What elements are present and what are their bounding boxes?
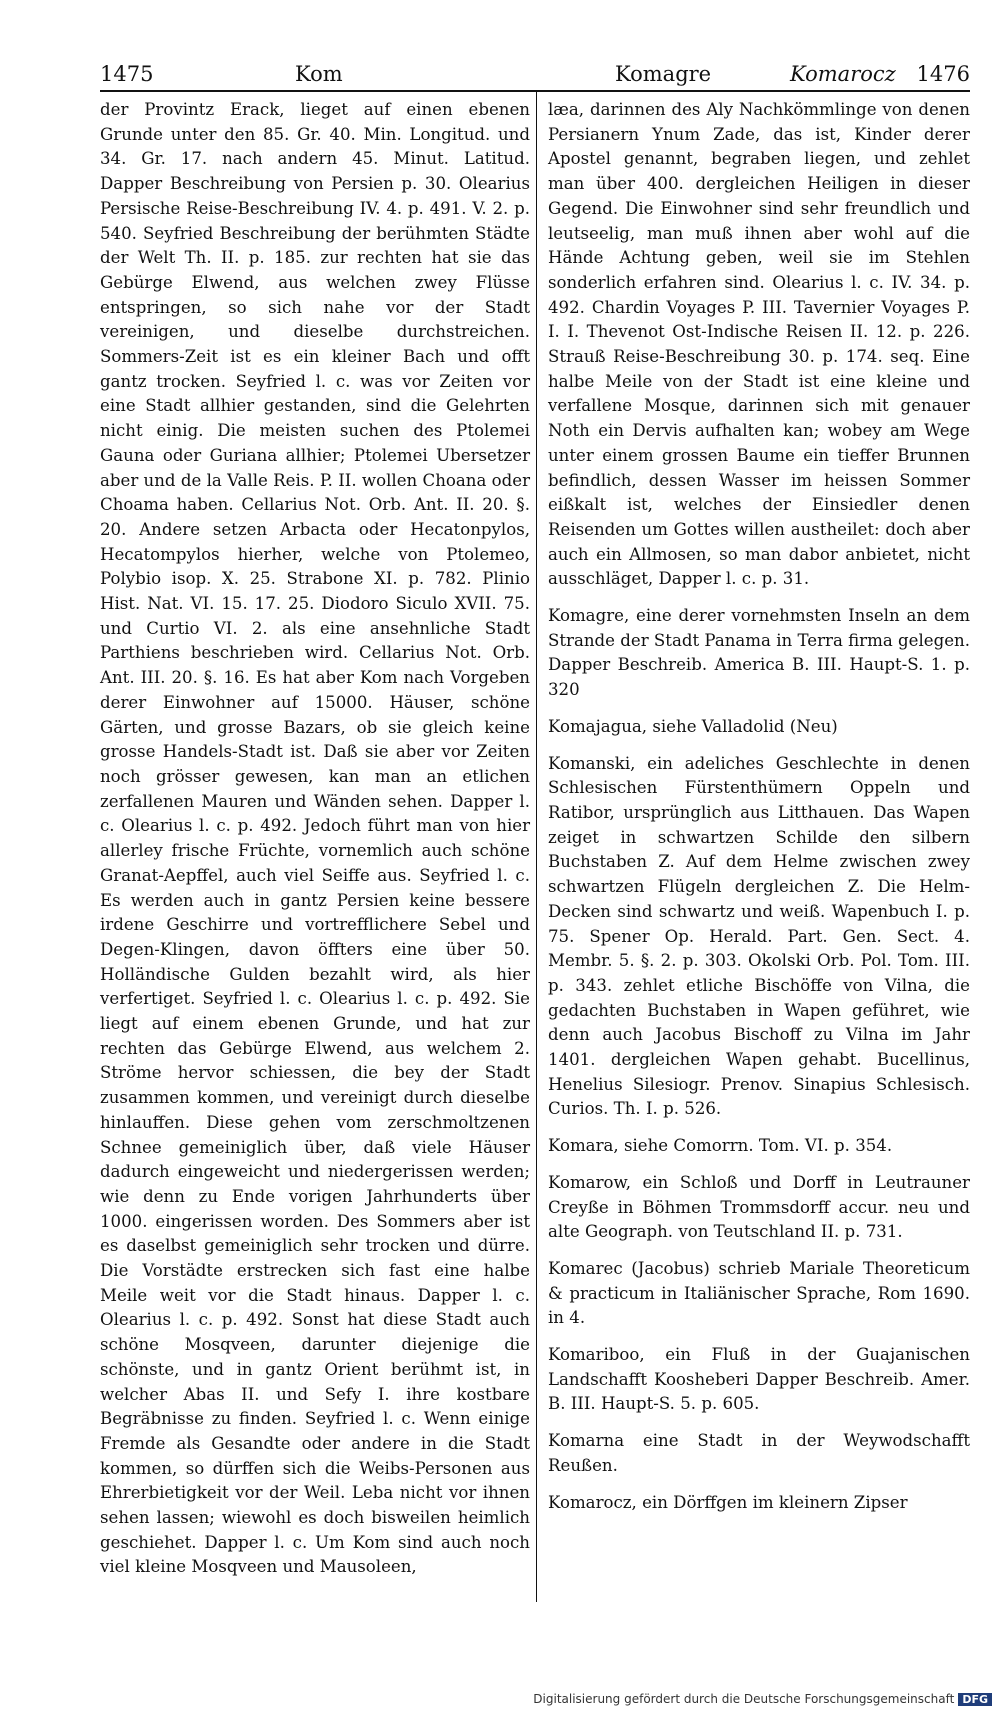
left-column	[100, 98, 530, 1580]
entry-komarna: Komarna eine Stadt in der Weywodschafft Reußen.	[548, 1431, 970, 1475]
running-title-right-2: Komarocz	[790, 62, 896, 86]
entry-continuation-koma: læa, darinnen des Aly Nachkömmlinge von denen Persianern Ynum Zade, das ist, Kinder derer Apostel genannt, begraben liegen, und zehlet man über 400. dergleichen Heiligen in dieser Gegend. Die Einwohner sind sehr freundlich und leutseelig, man muß ihnen aber wohl auf die Hände Achtung geben, weil sie im Stehlen sonderlich erfahren sind. Olearius l. c. IV. 34. p. 492. Chardin Voyages P. III. Tavernier Voyages P. I. I. Thevenot Ost-Indische Reisen II. 12. p. 226. Strauß Reise-Beschreibung 30. p. 174. seq. Eine halbe Meile von der Stadt ist eine kleine und verfallene Mosque, darinnen sich mit genauer Noth ein Dervis aufhalten kan; wobey am Wege unter einem grossen Baume ein tieffer Brunnen befindlich, dessen Wasser im heissen Sommer eißkalt ist, welches der Einsiedler denen Reisenden um Gottes willen austheilet: doch aber auch ein Allmosen, so man dabor anbietet, nicht ausschläget, Dapper l. c. p. 31.	[548, 100, 970, 589]
entry-komajagua: Komajagua, siehe Valladolid (Neu)	[548, 716, 838, 736]
page-header	[100, 50, 970, 92]
entry-komarow: Komarow, ein Schloß und Dorff in Leutrauner Creyße in Böhmen Trommsdorff accur. neu und alte Geograph. von Teutschland II. p. 731.	[548, 1172, 970, 1242]
dfg-logo: DFG	[958, 1693, 992, 1706]
running-title-right-1: Komagre	[615, 62, 712, 86]
column-divider	[536, 92, 537, 1602]
page-number-left: 1475	[100, 62, 154, 86]
entry-komanski: Komanski, ein adeliches Geschlechte in denen Schlesischen Fürstenthümern Oppeln und Ratibor, ursprünglich aus Litthauen. Das Wapen zeiget in schwartzen Schilde den silbern Buchstaben Z. Auf dem Helme zwischen zwey schwartzen Flügeln dergleichen Z. Die Helm-Decken sind schwartz und weiß. Wapenbuch I. p. 75. Spener Op. Herald. Part. Gen. Sect. 4. Membr. 5. §. 2. p. 303. Okolski Orb. Pol. Tom. III. p. 343. zehlet etliche Bischöffe von Vilna, die gedachten Buchstaben in Wapen geführet, wie denn auch Jacobus Bischoff zu Vilna im Jahr 1401. dergleichen Wapen gehabt. Bucellinus, Henelius Silesiogr. Prenov. Sinapius Schlesisch. Curios. Th. I. p. 526.	[548, 753, 970, 1119]
entry-komariboo: Komariboo, ein Fluß in der Guajanischen Landschafft Koosheberi Dapper Beschreib. Amer. B. III. Haupt-S. 5. p. 605.	[548, 1345, 970, 1414]
right-column	[548, 98, 970, 1515]
digitization-credit	[533, 1692, 992, 1706]
credit-text: Digitalisierung gefördert durch die Deutsche Forschungsgemeinschaft	[533, 1692, 955, 1706]
left-column-text: der Provintz Erack, lieget auf einen ebenen Grunde unter den 85. Gr. 40. Min. Longitud. und 34. Gr. 17. nach andern 45. Minut. Latitud. Dapper Beschreibung von Persien p. 30. Olearius Persische Reise-Beschreibung IV. 4. p. 491. V. 2. p. 540. Seyfried Beschreibung der berühmten Städte der Welt Th. II. p. 185. zur rechten hat sie das Gebürge Elwend, aus welchen zwey Flüsse entspringen, so sich nahe vor der Stadt vereinigen, und dieselbe durchstreichen. Sommers-Zeit ist es ein kleiner Bach und offt gantz trocken. Seyfried l. c. was vor Zeiten vor eine Stadt allhier gestanden, sind die Gelehrten nicht einig. Die meisten suchen des Ptolemei Gauna oder Guriana allhier; Ptolemei Ubersetzer aber und de la Valle Reis. P. II. wollen Choana oder Choama haben. Cellarius Not. Orb. Ant. II. 20. §. 20. Andere setzen Arbacta oder Hecatonpylos, Hecatompylos hierher, welche von Ptolemeo, Polybio isop. X. 25. Strabone XI. p. 782. Plinio Hist. Nat. VI. 15. 17. 25. Diodoro Siculo XVII. 75. und Curtio VI. 2. als eine ansehnliche Stadt Parthiens beschrieben wird. Cellarius Not. Orb. Ant. III. 20. §. 16. Es hat aber Kom nach Vorgeben derer Einwohner auf 15000. Häuser, schöne Gärten, und grosse Bazars, ob sie gleich keine grosse Handels-Stadt ist. Daß sie aber vor Zeiten noch grösser gewesen, kan man an etlichen zerfallenen Mauren und Wänden sehen. Dapper l. c. Olearius l. c. p. 492. Jedoch führt man von hier allerley frische Früchte, vornemlich auch schöne Granat-Aepffel, auch viel Seiffe aus. Seyfried l. c. Es werden auch in gantz Persien keine bessere irdene Geschirre und vortrefflichere Sebel und Degen-Klingen, davon öffters eine über 50. Holländische Gulden bezahlt wird, als hier verfertiget. Seyfried l. c. Olearius l. c. p. 492. Sie liegt auf einem ebenen Grunde, und hat zur rechten das Gebürge Elwend, aus welchem 2. Ströme hervor schiessen, die bey der Stadt zusammen kommen, und vereinigt durch dieselbe hinlauffen. Diese gehen vom zerschmoltzenen Schnee gemeiniglich über, daß viele Häuser dadurch eingeweicht und niedergerissen werden; wie denn zu Ende vorigen Jahrhunderts über 1000. eingerissen worden. Des Sommers aber ist es daselbst gemeiniglich sehr trocken und dürre. Die Vorstädte erstrecken sich fast eine halbe Meile weit vor die Stadt hinaus. Dapper l. c. Olearius l. c. p. 492. Sonst hat diese Stadt auch schöne Mosqveen, darunter diejenige die schönste, und in gantz Orient berühmt ist, in welcher Abas II. und Sefy I. ihre kostbare Begräbnisse zu finden. Seyfried l. c. Wenn einige Fremde als Gesandte oder andere in die Stadt kommen, so dürffen sich die Weibs-Personen aus Ehrerbietigkeit vor der Weil. Leba nicht vor ihnen sehen lassen; wiewohl es doch bisweilen heimlich geschiehet. Dapper l. c. Um Kom sind auch noch viel kleine Mosqveen und Mausoleen,	[100, 100, 530, 1577]
entry-komagre: Komagre, eine derer vornehmsten Inseln an dem Strande der Stadt Panama in Terra firma gelegen. Dapper Beschreib. America B. III. Haupt-S. 1. p. 320	[548, 606, 970, 700]
entry-komarec: Komarec (Jacobus) schrieb Mariale Theoreticum & practicum in Italiänischer Sprache, Rom 1690. in 4.	[548, 1258, 970, 1328]
page-number-right: 1476	[916, 62, 970, 86]
entry-komarocz: Komarocz, ein Dörffgen im kleinern Zipser	[548, 1492, 908, 1512]
running-title-left: Kom	[295, 62, 343, 86]
entry-komara: Komara, siehe Comorrn. Tom. VI. p. 354.	[548, 1136, 893, 1156]
